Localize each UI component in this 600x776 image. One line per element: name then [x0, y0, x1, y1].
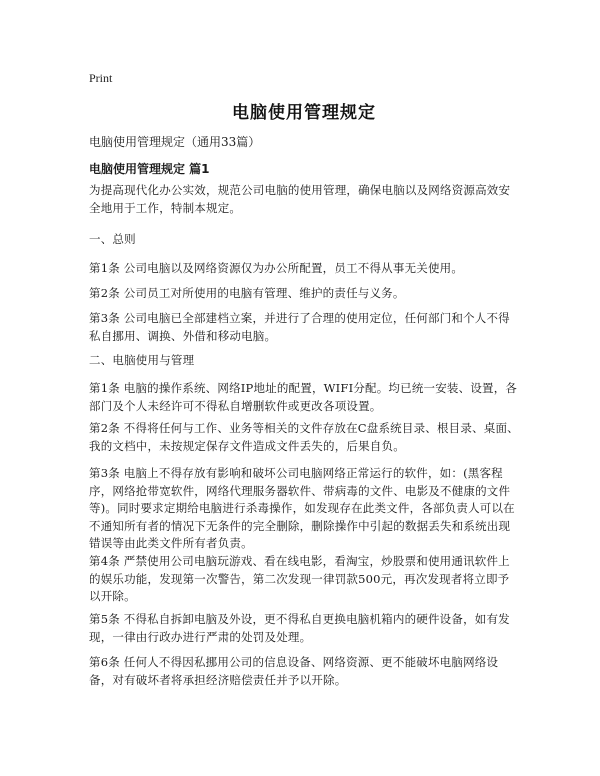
heading-usage-management: 二、电脑使用与管理 — [89, 353, 195, 367]
usage-article-3: 第3条 电脑上不得存放有影响和破坏公司电脑网络正常运行的软件，如：(黑客程序，网络抢带宽软件，网络代理服务器软件、带病毒的文件、电影及不健康的文件等)。同时要求定期给电脑进行杀毒操作，如发现存在此类文件，各部负责人可以在不通知所有者的情况下无条件的完全删除，删除操作中引起的数据丢失和系统出现错误等由此类文件所有者负责。 — [89, 466, 515, 550]
usage-article-4: 第4条 严禁使用公司电脑玩游戏、看在线电影，看淘宝，炒股票和使用通讯软件上的娱乐功能，发现第一次警告，第二次发现一律罚款500元，再次发现者将立即予以开除。 — [89, 554, 510, 603]
intro-paragraph: 为提高现代化办公实效，规范公司电脑的使用管理，确保电脑以及网络资源高效安全地用于工作，特制本规定。 — [89, 183, 511, 215]
usage-article-6: 第6条 任何人不得因私挪用公司的信息设备、网络资源、更不能破坏电脑网络设备，对有破坏者将承担经济赔偿责任并予以开除。 — [89, 655, 499, 687]
general-article-1: 第1条 公司电脑以及网络资源仅为办公所配置，员工不得从事无关使用。 — [89, 261, 464, 275]
heading-general: 一、总则 — [89, 232, 136, 246]
general-article-2: 第2条 公司员工对所使用的电脑有管理、维护的责任与义务。 — [89, 286, 405, 300]
usage-article-5: 第5条 不得私自拆卸电脑及外设，更不得私自更换电脑机箱内的硬件设备，如有发现，一律由行政办进行严肃的处罚及处理。 — [89, 612, 510, 644]
document-subtitle: 电脑使用管理规定（通用33篇） — [89, 135, 261, 149]
print-link[interactable]: Print — [89, 71, 113, 85]
general-article-3: 第3条 公司电脑已全部建档立案，并进行了合理的使用定位，任何部门和个人不得私自挪用、调换、外借和移动电脑。 — [89, 311, 510, 343]
document-title: 电脑使用管理规定 — [232, 103, 376, 123]
section-title: 电脑使用管理规定 篇1 — [89, 162, 210, 176]
usage-article-2: 第2条 不得将任何与工作、业务等相关的文件存放在C盘系统目录、根目录、桌面、我的文档中，未按规定保存文件造成文件丢失的，后果自负。 — [89, 421, 519, 453]
usage-article-1: 第1条 电脑的操作系统、网络IP地址的配置，WIFI分配。均已统一安装、设置，各部门及个人未经许可不得私自增删软件或更改各项设置。 — [89, 381, 518, 413]
